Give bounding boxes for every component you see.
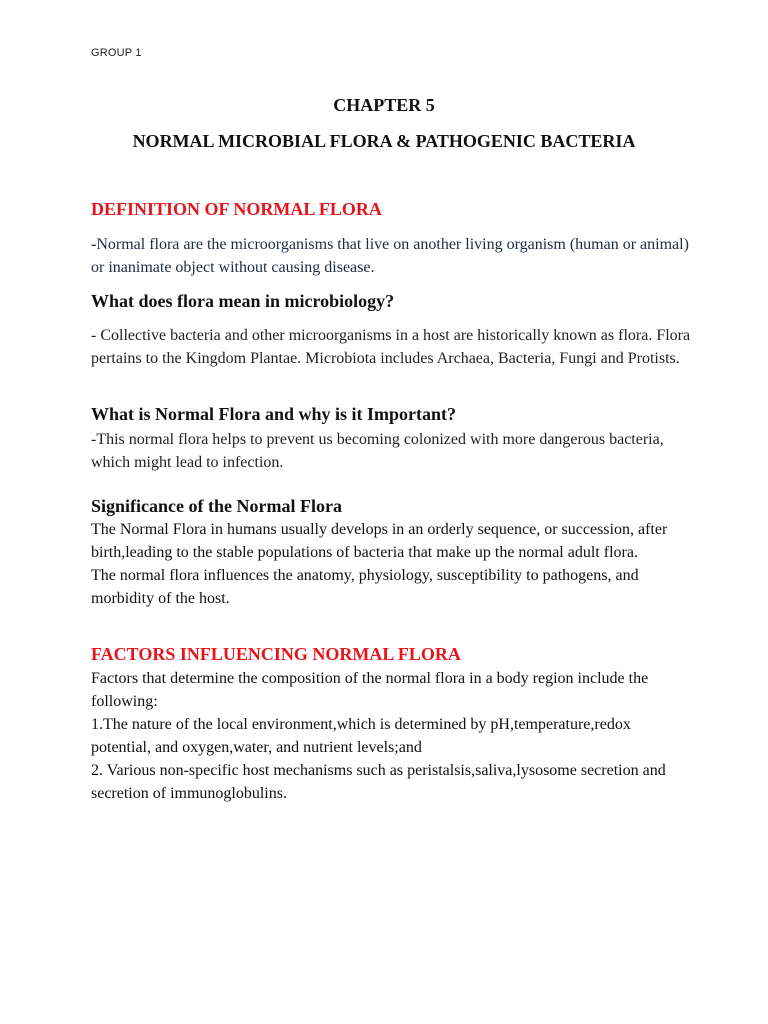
definition-section [91,199,691,220]
flora-meaning-heading: What does flora mean in microbiology? [91,291,395,311]
factors-heading: FACTORS INFLUENCING NORMAL FLORA [91,644,461,664]
definition-paragraph [91,233,691,279]
definition-body-block [91,233,691,279]
importance-body-block [91,428,691,474]
chapter-title: CHAPTER 5 [333,95,435,115]
flora-meaning-body-block [91,324,691,370]
factors-intro: Factors that determine the composition of the normal flora in a body region include the following: [91,670,649,710]
document-title: NORMAL MICROBIAL FLORA & PATHOGENIC BACTERIA [132,131,636,151]
definition-heading: DEFINITION OF NORMAL FLORA [91,199,382,219]
flora-meaning-section [91,291,691,312]
significance-paragraph-2: The normal flora influences the anatomy, physiology, susceptibility to pathogens, and morbidity of the host. [91,567,639,607]
factors-item-2: 2. Various non-specific host mechanisms such as peristalsis,saliva,lysosome secretion and secretion of immunoglobulins. [91,762,666,802]
significance-body-block [91,518,691,610]
flora-meaning-paragraph: - Collective bacteria and other microorganisms in a host are historically known as flora. Flora pertains to the Kingdom Plantae. Microbiota includes Archaea, Bacteria, Fungi and Protists. [91,327,691,367]
factors-body-block [91,667,691,805]
factors-section [91,644,691,665]
significance-heading: Significance of the Normal Flora [91,496,342,516]
group-label: GROUP 1 [91,47,142,59]
significance-paragraph-1: The Normal Flora in humans usually develops in an orderly sequence, or succession, after birth,leading to the stable populations of bacteria that make up the normal adult flora. [91,521,668,561]
factors-item-1: 1.The nature of the local environment,which is determined by pH,temperature,redox potential, and oxygen,water, and nutrient levels;and [91,716,631,756]
importance-heading: What is Normal Flora and why is it Important? [91,404,457,424]
importance-section [91,404,691,425]
significance-section [91,496,691,517]
definition-dash: - [91,236,97,253]
importance-paragraph: -This normal flora helps to prevent us becoming colonized with more dangerous bacteria, which might lead to infection. [91,431,664,471]
definition-text: Normal flora are the microorganisms that live on another living organism (human or animal) or inanimate object without causing disease. [91,236,689,276]
